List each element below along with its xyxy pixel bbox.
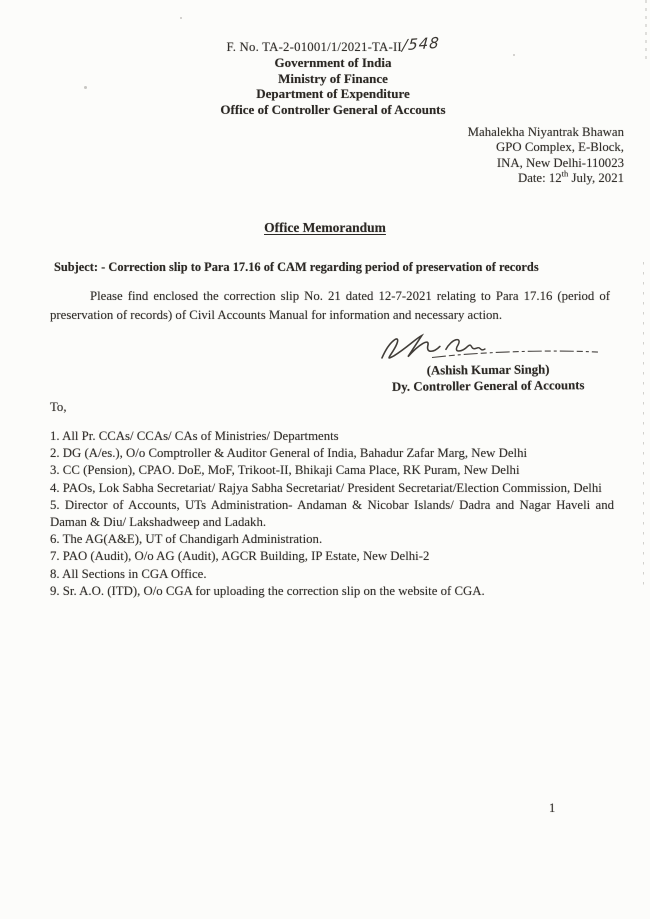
scan-speck (84, 86, 87, 89)
org-line-department: Department of Expenditure (256, 86, 410, 101)
recipient-item-8: 8. All Sections in CGA Office. (50, 566, 207, 581)
recipient-item-4: 4. PAOs, Lok Sabha Secretariat/ Rajya Sabha Secretariat/ President Secretariat/Election Commission, Delhi (50, 480, 602, 495)
scan-speck (180, 17, 182, 19)
date-suffix: July, 2021 (568, 170, 624, 185)
subject-line: Subject: - Correction slip to Para 17.16 of CAM regarding period of preservation of records (54, 260, 539, 274)
recipient-list (50, 428, 614, 600)
date-prefix: Date: 12 (517, 170, 562, 185)
address-line-complex: GPO Complex, E-Block, (496, 140, 624, 155)
file-number-printed: F. No. TA-2-01001/1/2021-TA-II (226, 40, 402, 54)
recipient-item-7: 7. PAO (Audit), O/o AG (Audit), AGCR Building, IP Estate, New Delhi-2 (50, 549, 430, 564)
org-line-office: Office of Controller General of Accounts (220, 101, 446, 117)
body-paragraph: Please find enclosed the correction slip No. 21 dated 12-7-2021 relating to Para 17.16 (period of preservation of records) of Civil Accounts Manual for information and necessary action. (50, 289, 610, 322)
signatory-name: (Ashish Kumar Singh) (426, 362, 550, 378)
address-block (468, 125, 624, 186)
recipient-item-2: 2. DG (A/es.), O/o Comptroller & Auditor General of India, Bahadur Zafar Marg, New Delhi (50, 446, 528, 461)
letterhead (0, 33, 650, 117)
signature-block (368, 326, 609, 395)
recipient-item-3: 3. CC (Pension), CPAO. DoE, MoF, Trikoot-II, Bhikaji Cama Place, RK Puram, New Delhi (50, 463, 520, 478)
recipient-item-9: 9. Sr. A.O. (ITD), O/o CGA for uploading the correction slip on the website of CGA. (50, 583, 485, 598)
signature-icon (374, 326, 602, 366)
date-ordinal-suffix: th (561, 168, 569, 179)
page-number: 1 (549, 801, 556, 815)
scan-artifact-edge-dots (643, 262, 645, 592)
org-line-ministry: Ministry of Finance (278, 70, 388, 86)
scan-speck (513, 54, 515, 56)
org-line-government: Government of India (274, 55, 392, 70)
address-line-building: Mahalekha Niyantrak Bhawan (467, 125, 624, 139)
recipient-item-6: 6. The AG(A&E), UT of Chandigarh Administration. (50, 532, 323, 547)
date-line (468, 168, 624, 186)
signatory-title: Dy. Controller General of Accounts (391, 377, 585, 394)
scan-artifact-edge-dots-top (645, 0, 647, 60)
memo-title: Office Memorandum (264, 220, 386, 235)
file-number-handwritten: /548 (401, 33, 441, 55)
file-number (16, 33, 650, 55)
address-line-city: INA, New Delhi-110023 (496, 155, 624, 170)
recipient-item-5: 5. Director of Accounts, UTs Administration- Andaman & Nicobar Islands/ Dadra and Nagar Haveli and Daman & Diu/ Lakshadweep and Ladakh. (50, 497, 614, 530)
salutation: To, (50, 400, 67, 414)
recipient-item-1: 1. All Pr. CCAs/ CCAs/ CAs of Ministries/ Departments (50, 429, 339, 443)
